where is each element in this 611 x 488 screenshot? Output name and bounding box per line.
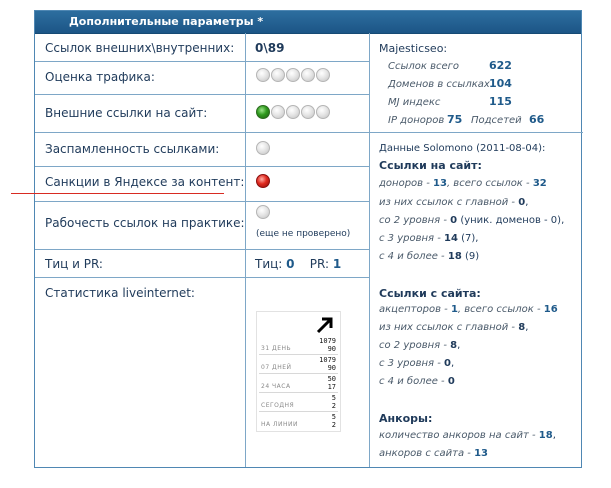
traffic-dot-icon — [286, 68, 300, 82]
traffic-dot-icon — [256, 68, 270, 82]
spam-label: Заспамленность ссылками: — [45, 142, 220, 156]
sanctions-dot-icon — [256, 174, 270, 188]
tic-pr-label: Тиц и PR: — [45, 257, 103, 271]
working-links-dot-icon — [256, 205, 270, 219]
counter-row: 31 ДЕНЬ 1079 90 — [261, 337, 336, 353]
external-links-dot-icon — [286, 105, 300, 119]
majestic-domains: 104 — [489, 77, 512, 90]
solomono-from-level3: с 3 уровня - 0, — [379, 358, 455, 369]
liveinternet-label: Статистика liveinternet: — [45, 286, 195, 300]
column-divider — [245, 33, 246, 467]
majestic-total-links-label: Ссылок всего — [388, 61, 460, 72]
row-divider — [35, 94, 369, 95]
not-checked-note: (еще не проверено) — [256, 229, 351, 239]
links-from-site-title: Ссылки с сайта: — [379, 287, 481, 300]
majestic-mj-index-label: MJ индекс — [388, 97, 441, 108]
solomono-from-level2: со 2 уровня - 8, — [379, 340, 461, 351]
anchors-to-site: количество анкоров на сайт - 18, — [379, 430, 556, 441]
working-links-label: Рабочесть ссылок на практике: — [45, 216, 245, 230]
traffic-indicator — [256, 68, 330, 82]
spam-dot-icon — [256, 141, 270, 155]
solomono-level4: с 4 и более - 18 (9) — [379, 251, 480, 262]
solomono-from-from-main: из них ссылок с главной - 8, — [379, 322, 529, 333]
row-divider — [35, 277, 369, 278]
majestic-ip-label: IP доноров — [388, 115, 445, 126]
majestic-ip: 75 — [447, 113, 463, 126]
external-internal-links-value: 0\89 — [255, 41, 285, 55]
external-links-dot-icon — [271, 105, 285, 119]
majestic-title: Majesticseo: — [379, 42, 448, 55]
anchors-title: Анкоры: — [379, 412, 433, 425]
arrow-up-right-icon — [316, 316, 334, 334]
pr-value: 1 — [332, 257, 342, 271]
column-divider-right — [369, 33, 370, 467]
traffic-dot-icon — [316, 68, 330, 82]
row-divider — [35, 166, 369, 167]
counter-row: 07 ДНЕЙ 1079 90 — [261, 356, 336, 372]
majestic-subnets-label: Подсетей — [471, 115, 522, 126]
majestic-subnets: 66 — [529, 113, 545, 126]
row-divider — [35, 132, 583, 133]
sanctions-label: Санкции в Яндексе за контент: — [45, 175, 245, 189]
solomono-title: Данные Solomono (2011-08-04): — [379, 143, 546, 154]
solomono-from-level4: с 4 и более - 0 — [379, 376, 455, 387]
counter-row: НА ЛИНИИ 5 2 — [261, 413, 336, 429]
sanctions-highlight-underline — [11, 193, 224, 194]
traffic-dot-icon — [301, 68, 315, 82]
solomono-level3: с 3 уровня - 14 (7), — [379, 233, 479, 244]
solomono-donors: доноров - 13, всего ссылок - 32 — [379, 178, 547, 189]
working-links-indicator — [256, 205, 270, 219]
external-internal-links-label: Ссылок внешних\внутренних: — [45, 41, 235, 55]
majestic-mj-index: 115 — [489, 95, 512, 108]
external-links-dot-icon — [301, 105, 315, 119]
row-divider — [35, 249, 369, 250]
tic-label: Тиц: — [255, 257, 283, 271]
tic-pr-value — [255, 257, 341, 271]
row-divider — [35, 201, 369, 202]
traffic-dot-icon — [271, 68, 285, 82]
external-links-dot-icon — [316, 105, 330, 119]
majestic-domains-label: Доменов в ссылках — [388, 79, 490, 90]
panel-header — [35, 11, 581, 34]
solomono-acceptors: акцепторов - 1, всего ссылок - 16 — [379, 304, 558, 315]
anchors-from-site: анкоров с сайта - 13 — [379, 448, 489, 459]
tic-value: 0 — [286, 257, 295, 271]
external-links-indicator — [256, 105, 330, 119]
traffic-label: Оценка трафика: — [45, 70, 155, 84]
extra-params-panel — [34, 10, 582, 468]
counter-row: 24 ЧАСА 50 17 — [261, 375, 336, 391]
row-divider — [35, 61, 369, 62]
liveinternet-counter[interactable] — [256, 311, 341, 432]
spam-indicator — [256, 141, 270, 155]
solomono-level2: со 2 уровня - 0 (уник. доменов - 0), — [379, 215, 565, 226]
majestic-total-links: 622 — [489, 59, 512, 72]
links-to-site-title: Ссылки на сайт: — [379, 159, 482, 172]
counter-row: СЕГОДНЯ 5 2 — [261, 394, 336, 410]
external-links-dot-icon — [256, 105, 270, 119]
panel-title: Дополнительные параметры * — [69, 15, 264, 28]
sanctions-indicator — [256, 174, 270, 188]
external-links-label: Внешние ссылки на сайт: — [45, 106, 208, 120]
solomono-from-main: из них ссылок с главной - 0, — [379, 197, 529, 208]
pr-label: PR: — [309, 257, 330, 271]
